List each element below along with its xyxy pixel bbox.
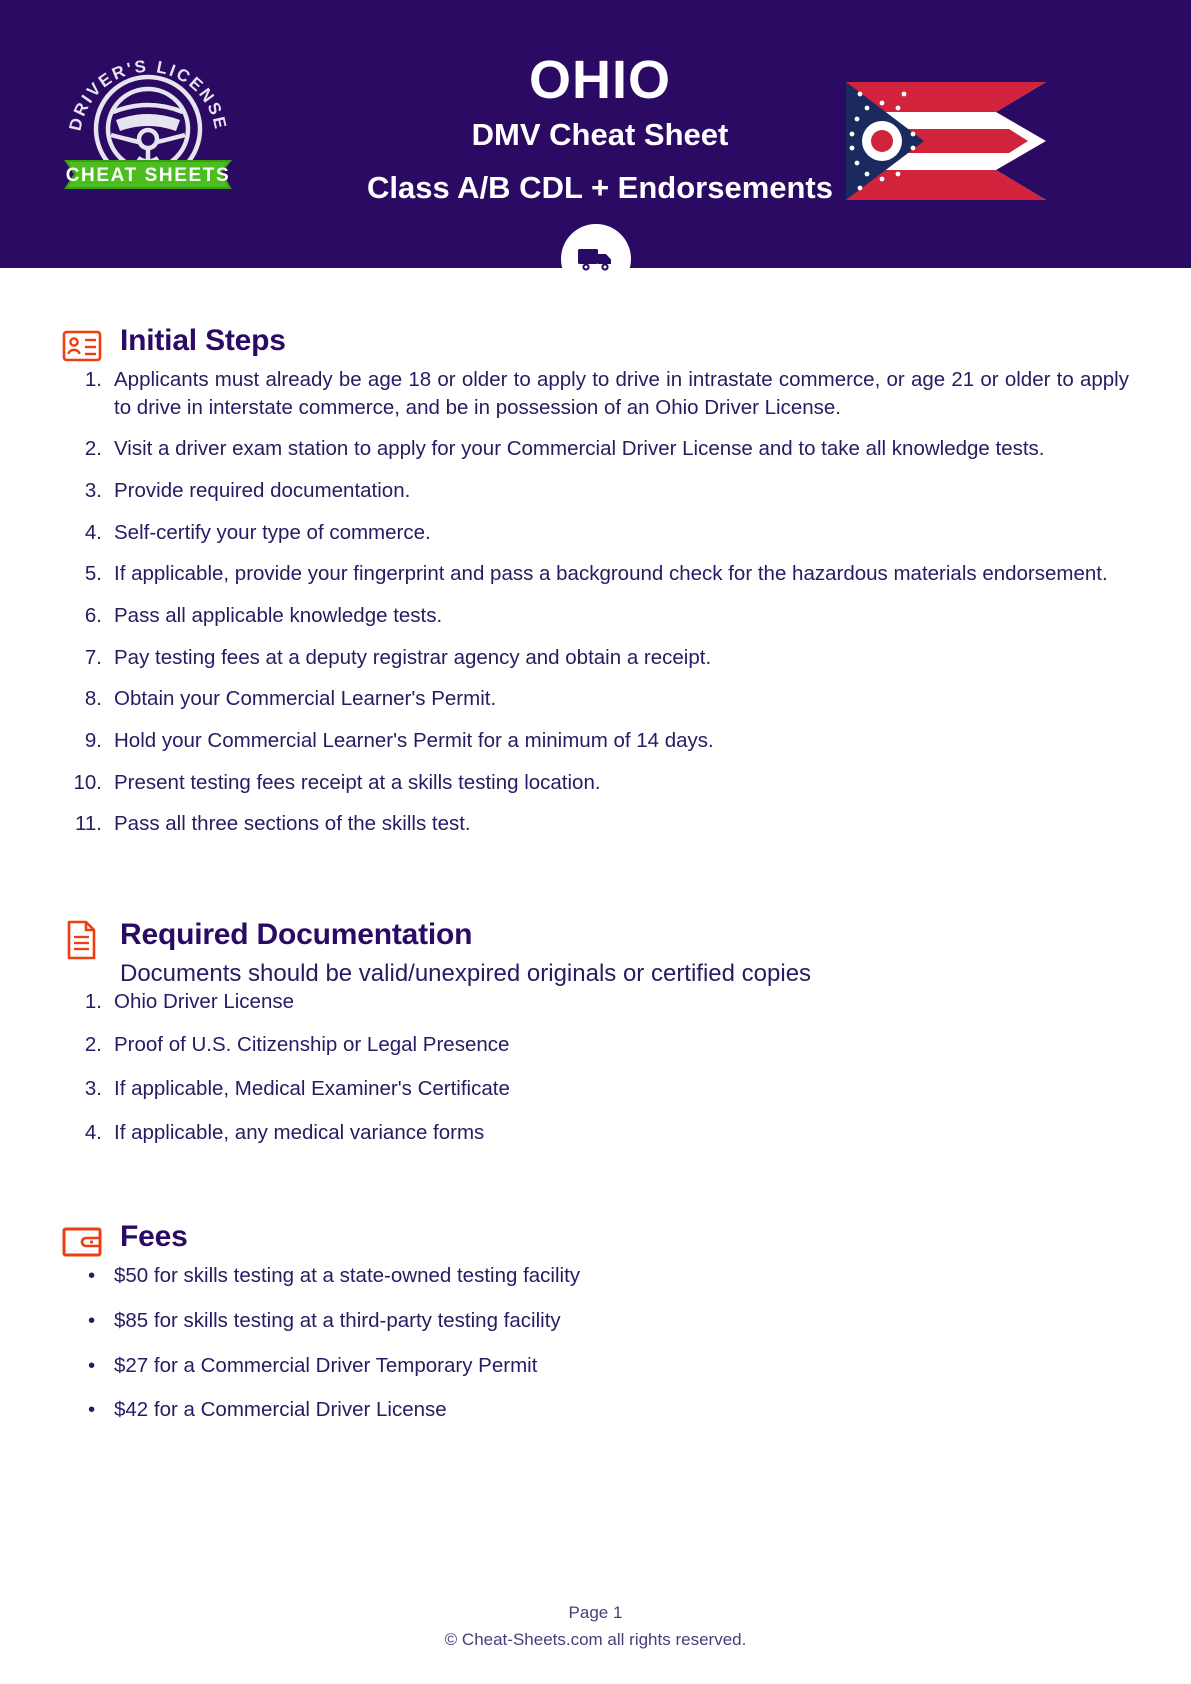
list-item: Present testing fees receipt at a skills testing location. <box>114 770 601 794</box>
list-item: If applicable, Medical Examiner's Certificate <box>114 1077 510 1100</box>
section-fees <box>62 1162 1129 1424</box>
page-header <box>0 0 1191 268</box>
copyright-text: © Cheat-Sheets.com all rights reserved. <box>444 1630 747 1649</box>
section-header-fees <box>62 1222 1129 1262</box>
document-icon <box>62 920 102 960</box>
list-item: Self-certify your type of commerce. <box>114 520 431 544</box>
list-item: Pay testing fees at a deputy registrar agency and obtain a receipt. <box>114 645 712 669</box>
section-title: Required Documentation <box>120 918 473 952</box>
list-item: Proof of U.S. Citizenship or Legal Presence <box>114 1033 510 1057</box>
brand-logo <box>58 28 238 198</box>
list-item: Provide required documentation. <box>114 479 411 503</box>
list-item: • $50 for skills testing at a state-owned testing facility <box>62 1262 1129 1290</box>
list-item: Visit a driver exam station to apply for your Commercial Driver License and to take all knowledge tests. <box>114 437 1045 461</box>
list-item: If applicable, any medical variance forms <box>114 1120 485 1144</box>
section-header-initial-steps <box>62 326 1129 366</box>
list-item: Obtain your Commercial Learner's Permit. <box>114 687 497 711</box>
list-item: Pass all three sections of the skills test. <box>114 812 471 836</box>
list-item: • $27 for a Commercial Driver Temporary Permit <box>62 1352 1129 1380</box>
page-footer <box>0 1603 1191 1650</box>
id-card-icon <box>62 326 102 366</box>
header-titles <box>300 52 900 206</box>
truck-badge <box>561 224 631 294</box>
fees-list <box>62 1262 1129 1424</box>
state-name: OHIO <box>528 50 671 110</box>
ohio-flag <box>846 82 1046 200</box>
section-subtitle: Documents should be valid/unexpired originals or certified copies <box>120 960 812 988</box>
cheat-sheets-banner <box>66 161 231 188</box>
header-subtitle: DMV Cheat Sheet <box>471 116 729 152</box>
svg-text:CHEAT SHEETS: CHEAT SHEETS <box>65 165 231 186</box>
header-class-line: Class A/B CDL + Endorsements <box>367 170 833 206</box>
svg-text:DRIVER'S LICENSE: DRIVER'S LICENSE <box>65 56 231 133</box>
list-item: • $85 for skills testing at a third-party testing facility <box>62 1307 1129 1335</box>
section-header-required-documentation <box>62 920 1129 988</box>
required-documentation-list <box>62 988 1129 1147</box>
truck-icon <box>577 245 615 273</box>
section-initial-steps <box>62 268 1129 838</box>
section-required-documentation <box>62 852 1129 1146</box>
list-item: Pass all applicable knowledge tests. <box>114 604 443 628</box>
initial-steps-list <box>62 366 1129 838</box>
page-content <box>0 268 1191 1424</box>
list-item: If applicable, provide your fingerprint and pass a background check for the hazardous materials endorsement. <box>114 562 1108 586</box>
list-item: • $42 for a Commercial Driver License <box>62 1396 1129 1424</box>
list-item: Hold your Commercial Learner's Permit for a minimum of 14 days. <box>114 729 714 753</box>
list-item: Applicants must already be age 18 or older to apply to drive in intrastate commerce, or age 21 or older to apply to drive in interstate commerce, and be in possession of an Ohio Driver License. <box>114 368 1129 419</box>
wallet-icon <box>62 1222 102 1262</box>
list-item: Ohio Driver License <box>114 989 295 1013</box>
section-title: Initial Steps <box>120 324 286 357</box>
page-number: Page 1 <box>568 1603 623 1622</box>
section-title: Fees <box>120 1220 188 1254</box>
